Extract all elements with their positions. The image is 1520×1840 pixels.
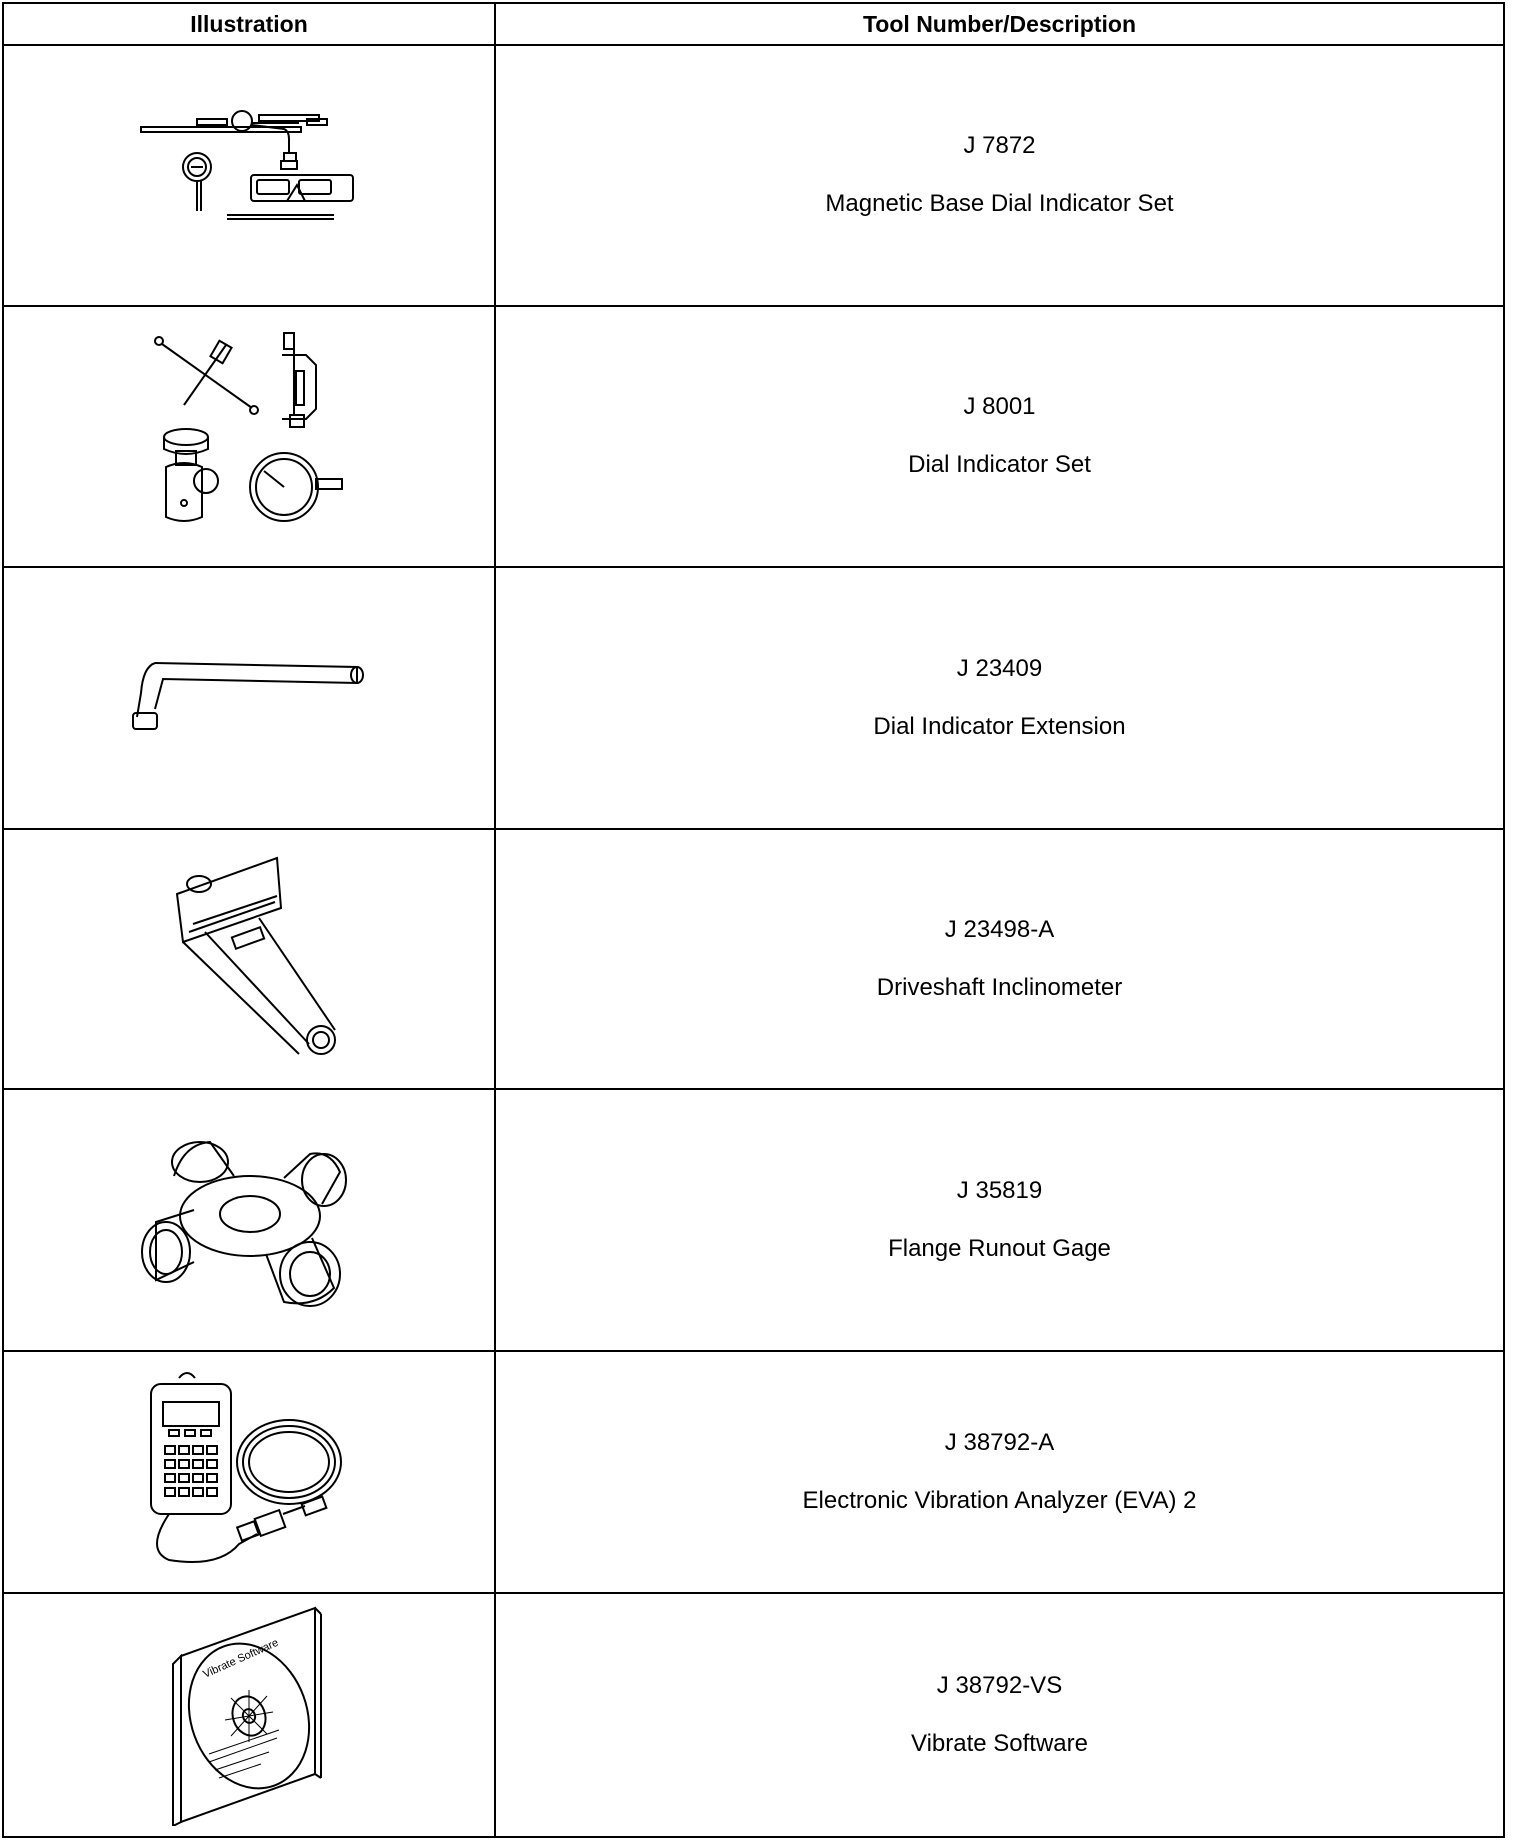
- header-row: [3, 3, 1504, 45]
- tool-number: J 23409: [956, 654, 1043, 682]
- tool-description: Electronic Vibration Analyzer (EVA) 2: [802, 1487, 1197, 1515]
- inclinometer-icon: [149, 854, 349, 1064]
- tool-description-cell: [495, 829, 1504, 1090]
- tool-description: Driveshaft Inclinometer: [876, 974, 1123, 1002]
- tool-description-cell: [495, 306, 1504, 567]
- illustration-cell: [3, 829, 495, 1090]
- dial-indicator-set-icon: [144, 331, 354, 541]
- tool-number: J 38792-A: [944, 1429, 1055, 1457]
- tool-number: J 23498-A: [944, 916, 1055, 944]
- cd-label-text: Vibrate Software: [201, 1636, 281, 1681]
- tool-description: Magnetic Base Dial Indicator Set: [825, 190, 1174, 218]
- tool-number: J 7872: [963, 132, 1036, 160]
- table-row: [3, 567, 1504, 829]
- illustration-cell: [3, 567, 495, 829]
- tool-description-cell: [495, 1593, 1504, 1837]
- tool-number: J 35819: [956, 1177, 1043, 1205]
- illustration-cell: [3, 306, 495, 567]
- illustration-cell: [3, 1593, 495, 1837]
- illustration-cell: [3, 45, 495, 306]
- table-row: [3, 306, 1504, 567]
- table-row: [3, 1351, 1504, 1593]
- magnetic-base-dial-indicator-icon: [139, 105, 359, 245]
- software-cd-icon: [169, 1604, 329, 1826]
- tool-description: Flange Runout Gage: [888, 1235, 1111, 1263]
- tools-table: [2, 2, 1505, 1838]
- tool-description: Dial Indicator Set: [908, 451, 1091, 479]
- vibration-analyzer-icon: [139, 1364, 359, 1580]
- table-row: [3, 1593, 1504, 1837]
- illustration-cell: [3, 1089, 495, 1351]
- universal-joint-cross-icon: [134, 1130, 364, 1310]
- tool-description: Dial Indicator Extension: [873, 712, 1126, 740]
- tool-description: Vibrate Software: [911, 1730, 1088, 1758]
- tool-description-cell: [495, 1089, 1504, 1351]
- tool-description-cell: [495, 1351, 1504, 1593]
- tool-number: J 38792-VS: [936, 1672, 1063, 1700]
- tool-description-cell: [495, 567, 1504, 829]
- header-illustration: Illustration: [3, 3, 495, 45]
- table-row: [3, 829, 1504, 1090]
- table-row: [3, 45, 1504, 306]
- tool-number: J 8001: [963, 393, 1036, 421]
- tool-description-cell: [495, 45, 1504, 306]
- table-row: [3, 1089, 1504, 1351]
- header-tool-number-description: Tool Number/Description: [495, 3, 1504, 45]
- extension-rod-icon: [129, 653, 369, 743]
- illustration-cell: [3, 1351, 495, 1593]
